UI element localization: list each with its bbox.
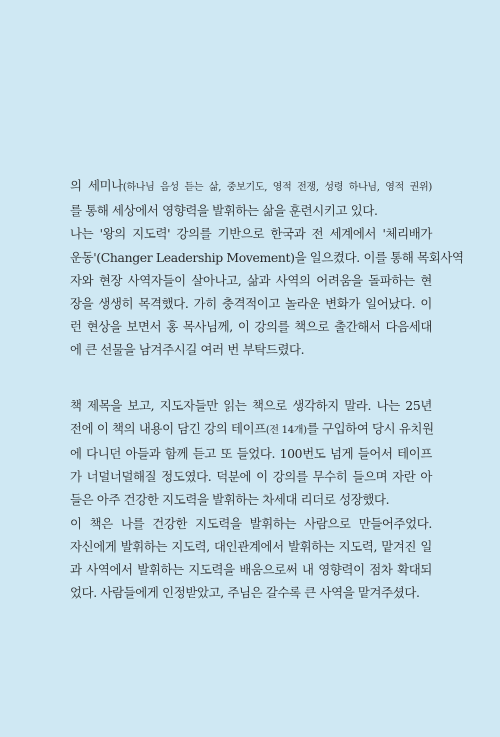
text-run-small: (하나님 음성 듣는 삶, 중보기도, 영적 전쟁, 성령 하나님, 영적 권위) (122, 182, 432, 193)
text-line (70, 535, 432, 558)
paragraph (70, 512, 432, 605)
text-run: 가 너덜너덜해질 정도였다. 덕분에 이 강의를 무수히 들으며 자란 아 (70, 469, 432, 485)
text-line (70, 315, 432, 338)
body-text (70, 174, 464, 604)
paragraph (70, 222, 464, 361)
paragraph-gap (70, 362, 432, 394)
text-run: 에 다니던 아들과 함께 듣고 또 들었다. 100번도 넘게 들어서 테이프 (70, 446, 432, 462)
text-line (70, 394, 432, 417)
text-line (70, 465, 432, 488)
text-run: 과 사역에서 발휘하는 지도력을 배움으로써 내 영향력이 점차 확대되 (70, 562, 432, 578)
text-run: 운동'(Changer Leadership Movement)을 일으켰다. 이를 통해 목회사역 (70, 249, 464, 265)
text-line (70, 442, 432, 465)
text-run: 이 책은 나를 건강한 지도력을 발휘하는 사람으로 만들어주었다. (70, 515, 432, 531)
text-run: 자신에게 발휘하는 지도력, 대인관계에서 발휘하는 지도력, 맡겨진 일 (70, 538, 432, 554)
text-run: 장을 생생히 목격했다. 가히 충격적이고 놀라운 변화가 일어났다. 이 (70, 296, 432, 312)
text-line (70, 246, 464, 269)
text-run: 책 제목을 보고, 지도자들만 읽는 책으로 생각하지 말라. 나는 25년 (70, 397, 432, 413)
text-run: 를 구입하여 당시 유치원 (306, 420, 434, 436)
text-run: 자와 현장 사역자들이 살아나고, 삶과 사역의 어려움을 돌파하는 현 (70, 272, 432, 288)
text-line (70, 269, 432, 292)
text-run: 나는 '왕의 지도력' 강의를 기반으로 한국과 전 세계에서 '체리배가 (70, 226, 432, 242)
text-line (70, 174, 432, 199)
text-line (70, 222, 432, 245)
text-line (70, 581, 432, 604)
text-line (70, 199, 432, 222)
text-run: 들은 아주 건강한 지도력을 발휘하는 차세대 리더로 성장했다. (70, 492, 390, 508)
text-run: 를 통해 세상에서 영향력을 발휘하는 삶을 훈련시키고 있다. (70, 203, 378, 219)
text-run: 의 세미나 (70, 178, 123, 193)
text-line (70, 292, 432, 315)
paragraph (70, 394, 432, 512)
text-line (70, 417, 432, 442)
text-run: 런 현상을 보면서 홍 목사님께, 이 강의를 책으로 출간해서 다음세대 (70, 319, 432, 335)
text-line (70, 488, 432, 511)
text-run: 었다. 사람들에게 인정받았고, 주님은 갈수록 큰 사역을 맡겨주셨다. (70, 585, 420, 601)
text-line (70, 512, 432, 535)
text-run-small: (전 14개) (265, 424, 307, 436)
text-run: 에 큰 선물을 남겨주시길 여러 번 부탁드렸다. (70, 342, 305, 358)
paragraph (70, 174, 432, 222)
text-run: 전에 이 책의 내용이 담긴 강의 테이프 (70, 420, 266, 436)
text-line (70, 338, 432, 361)
text-line (70, 558, 432, 581)
